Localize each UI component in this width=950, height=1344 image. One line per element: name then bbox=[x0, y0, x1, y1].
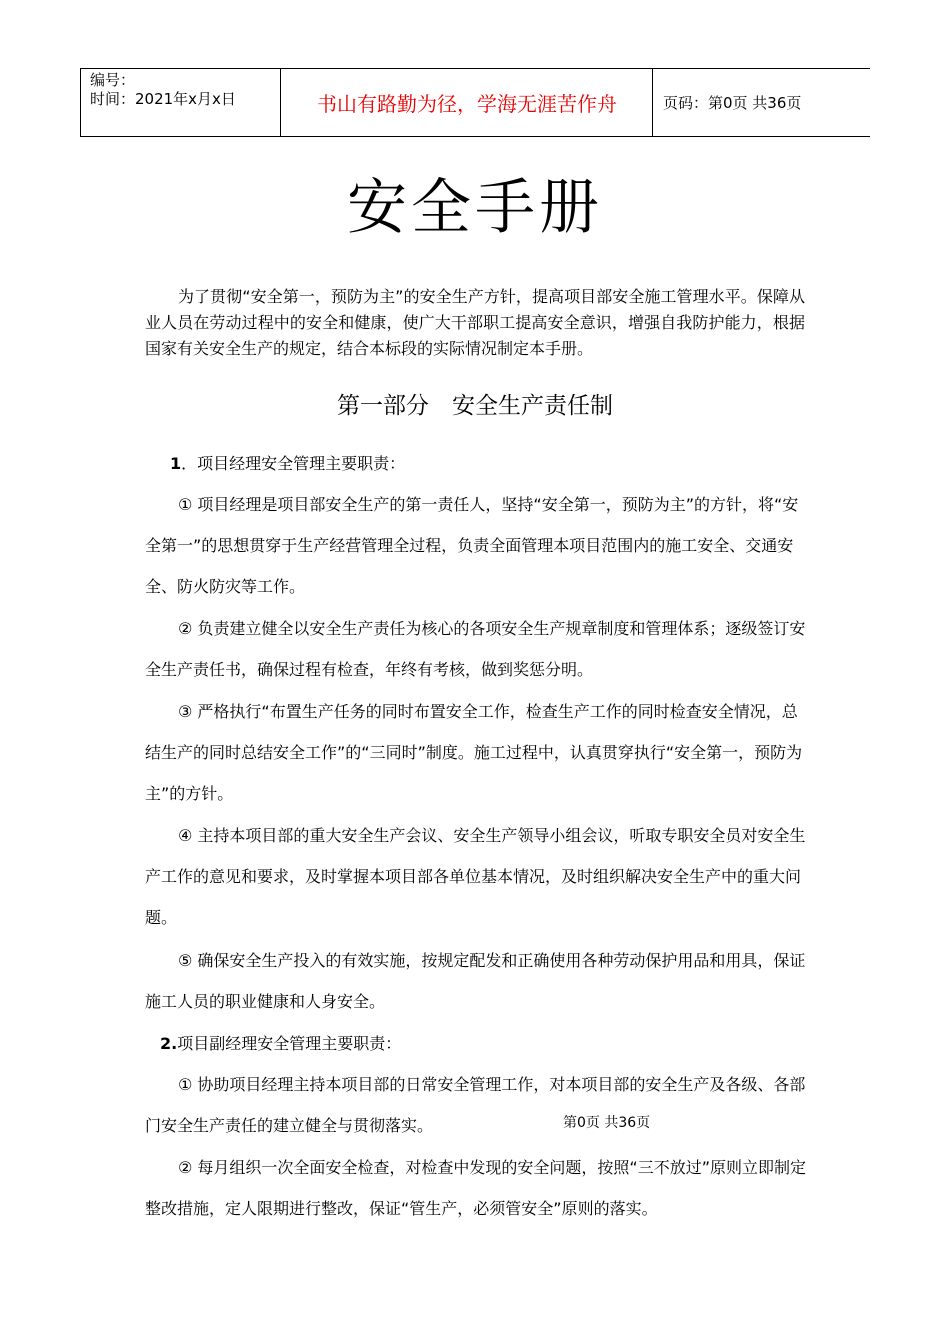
footer-page-number: 第0页 共36页 bbox=[563, 1115, 651, 1131]
part1-item-1: ① 项目经理是项目部安全生产的第一责任人，坚持“安全第一，预防为主”的方针，将“安全第一”的思想贯穿于生产经营管理全过程，负责全面管理本项目范围内的施工安全、交通安全、防火防灾等工作。 bbox=[145, 495, 799, 596]
part2-number: 2. bbox=[160, 1034, 178, 1053]
part1-item-5: ⑤ 确保安全生产投入的有效实施，按规定配发和正确使用各种劳动保护用品和用具，保证施工人员的职业健康和人身安全。 bbox=[145, 951, 806, 1011]
part1-item-3: ③ 严格执行“布置生产任务的同时布置安全工作，检查生产工作的同时检查安全情况，总结生产的同时总结安全工作”的“三同时”制度。施工过程中，认真贯穿执行“安全第一，预防为主”的方针。 bbox=[145, 702, 803, 803]
header-motto: 书山有路勤为径，学海无涯苦作舟 bbox=[282, 69, 653, 136]
part2-heading bbox=[160, 1031, 401, 1057]
intro-paragraph: 为了贯彻“安全第一，预防为主”的安全生产方针，提高项目部安全施工管理水平。保障从业人员在劳动过程中的安全和健康，使广大干部职工提高安全意识，增强自我防护能力，根据国家有关安全生产的规定，结合本标段的实际情况制定本手册。 bbox=[145, 287, 805, 358]
part1-item-2: ② 负责建立健全以安全生产责任为核心的各项安全生产规章制度和管理体系；逐级签订安全生产责任书，确保过程有检查，年终有考核，做到奖惩分明。 bbox=[145, 619, 806, 679]
part2-item-2: ② 每月组织一次全面安全检查，对检查中发现的安全问题，按照“三不放过”原则立即制定整改措施，定人限期进行整改，保证“管生产，必须管安全”原则的落实。 bbox=[145, 1158, 807, 1218]
part1-heading-text: ．项目经理安全管理主要职责： bbox=[181, 454, 406, 473]
header-meta-cell bbox=[80, 69, 281, 136]
part1-heading bbox=[170, 451, 405, 477]
part2-item-1: ① 协助项目经理主持本项目部的日常安全管理工作，对本项目部的安全生产及各级、各部门安全生产责任的建立健全与贯彻落实。 bbox=[145, 1075, 806, 1135]
time-label: 时间：2021年x月x日 bbox=[90, 90, 236, 108]
part1-number: 1 bbox=[170, 454, 182, 473]
part2-heading-text: 项目副经理安全管理主要职责： bbox=[177, 1034, 402, 1053]
part1-item-4: ④ 主持本项目部的重大安全生产会议、安全生产领导小组会议，听取专职安全员对安全生产工作的意见和要求，及时掌握本项目部各单位基本情况，及时组织解决安全生产中的重大问题。 bbox=[145, 826, 806, 927]
number-label: 编号： bbox=[90, 71, 136, 89]
section-title: 第一部分 安全生产责任制 bbox=[337, 393, 613, 419]
header-page-label: 页码：第0页 共36页 bbox=[663, 94, 802, 112]
document-header bbox=[80, 68, 870, 137]
document-title: 安全手册 bbox=[347, 173, 603, 243]
